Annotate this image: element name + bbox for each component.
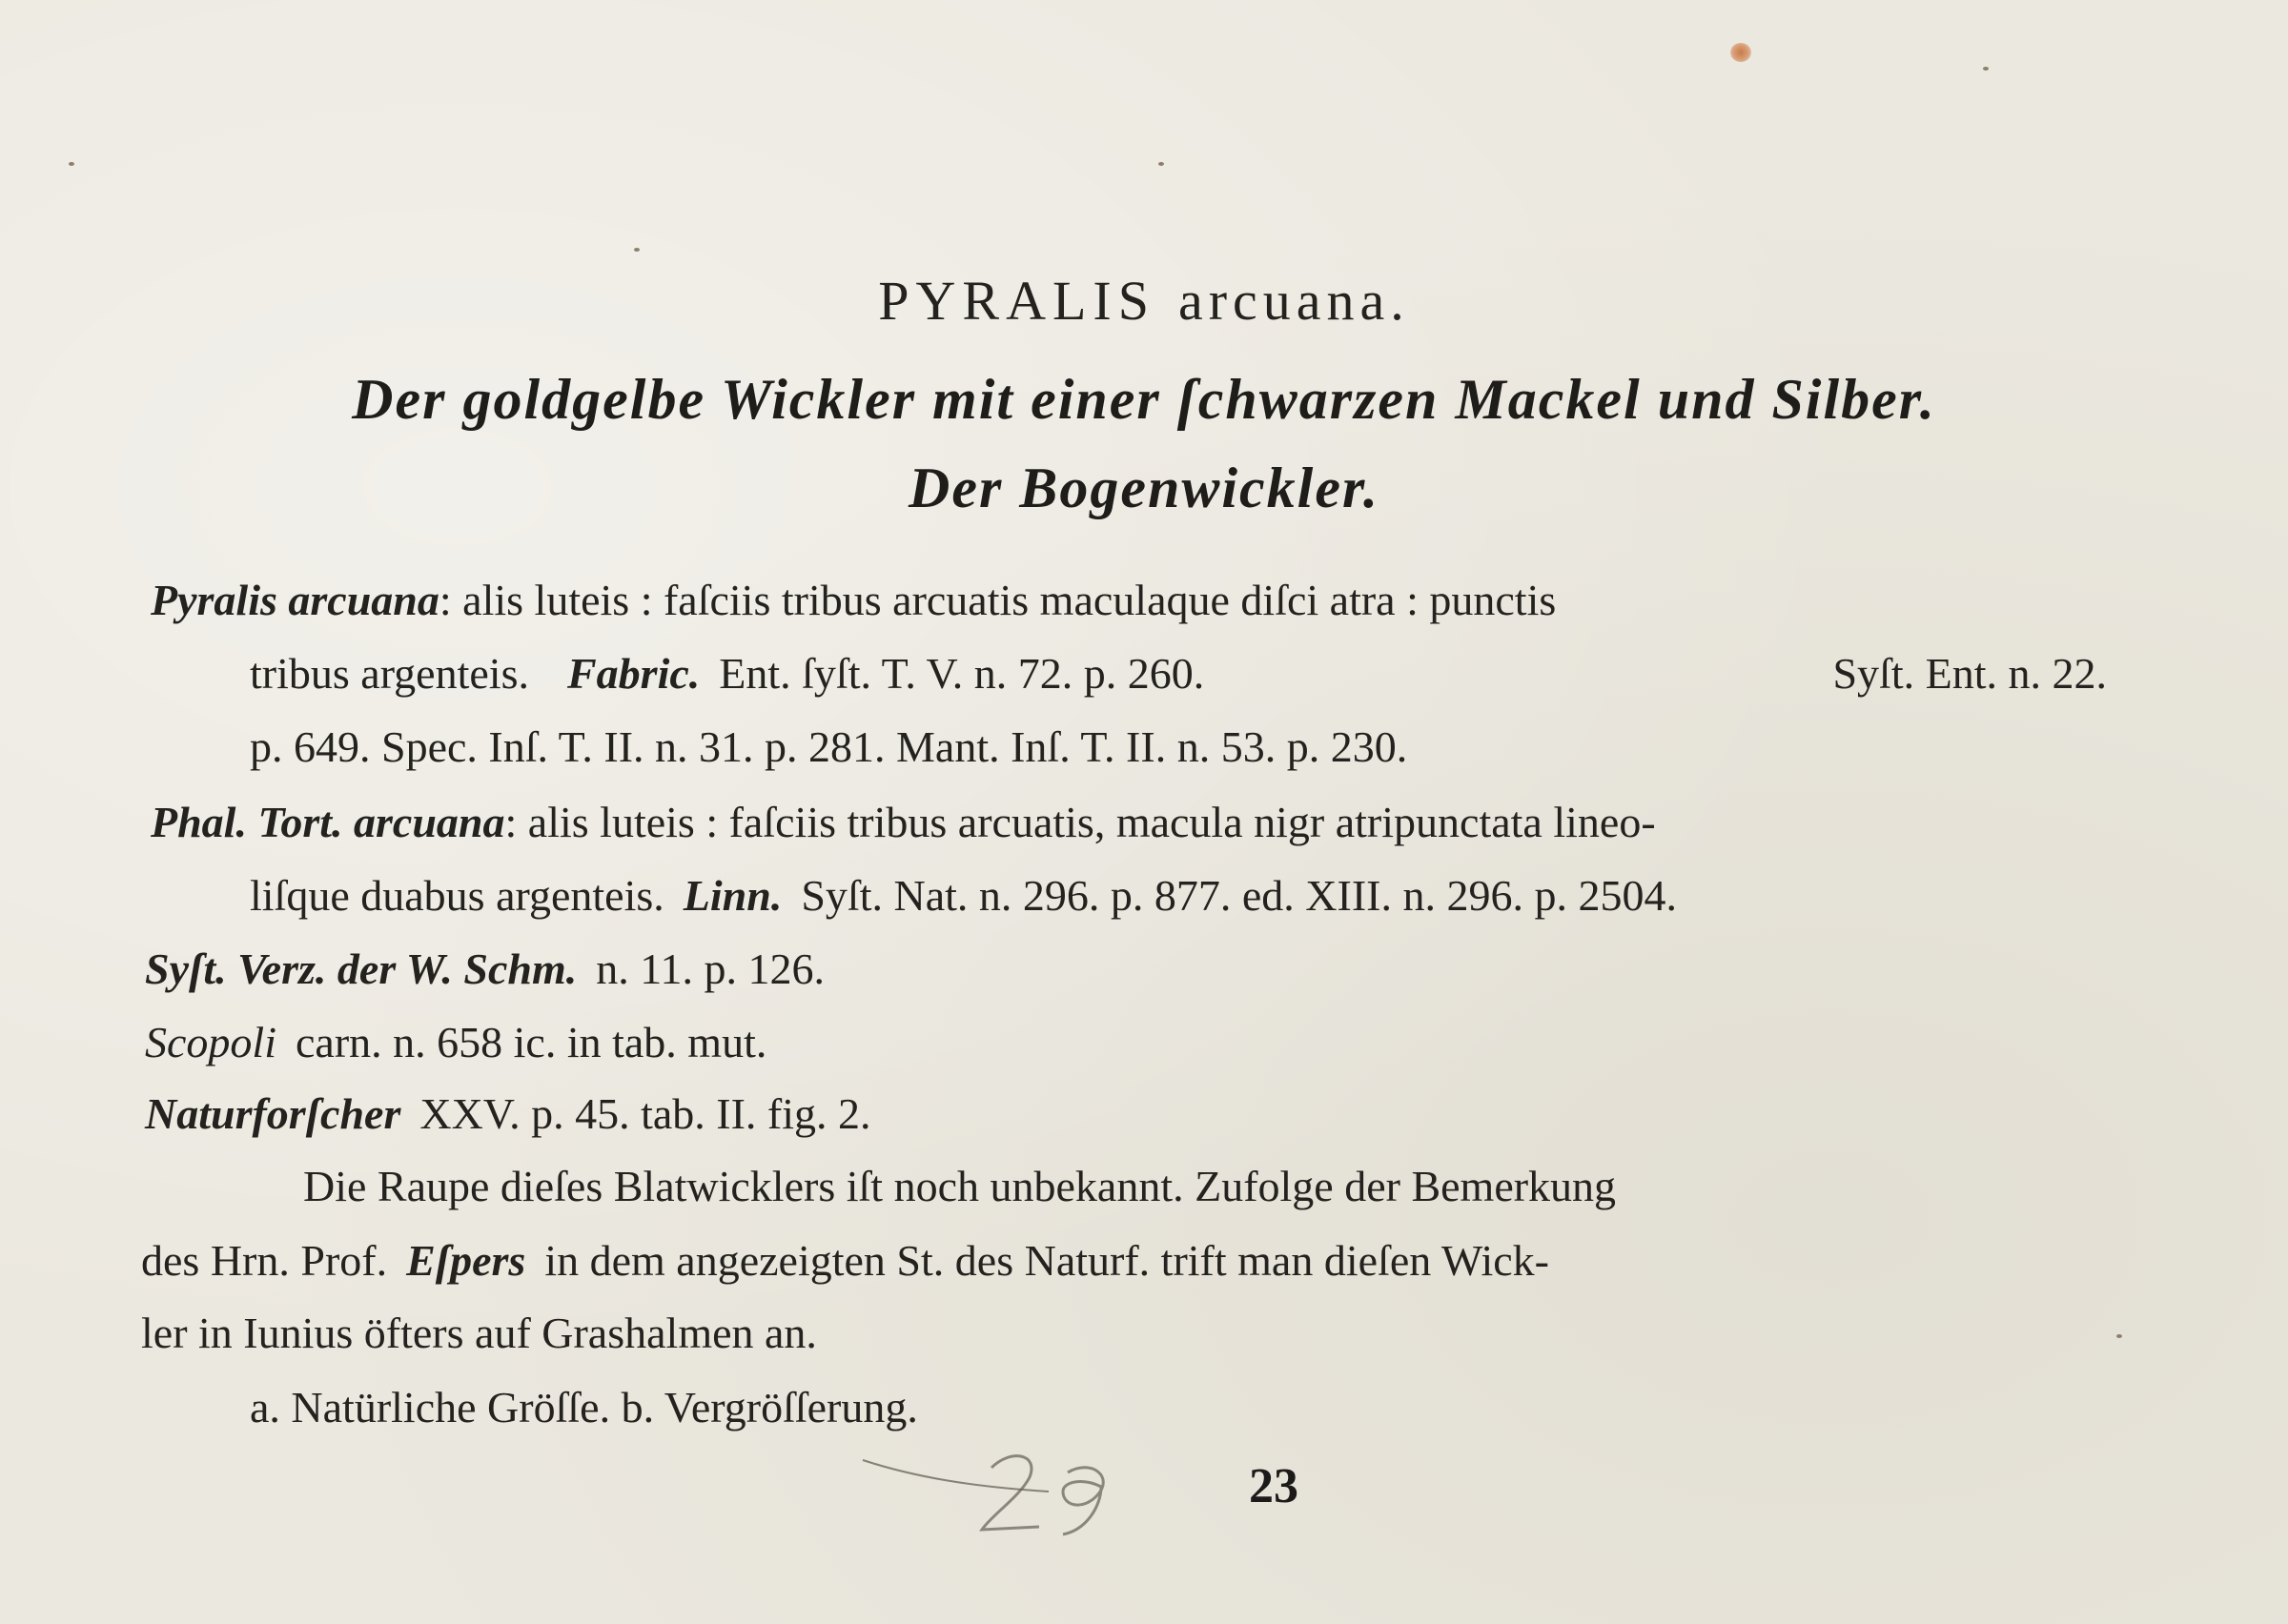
reference-line	[250, 648, 2107, 699]
reference-text: : alis luteis : faſciis tribus arcuatis, macula nigr atripunctata lineo-	[504, 798, 1656, 846]
body-text: ler in Iunius öfters auf Grashalmen an.	[141, 1309, 817, 1357]
paper-speck	[1158, 162, 1164, 166]
reference-line	[145, 944, 825, 994]
reference-source: Syſt. Verz. der W. Schm.	[145, 944, 578, 993]
reference-text: Syſt. Nat. n. 296. p. 877. ed. XIII. n. 296. p. 2504.	[801, 871, 1677, 920]
paper-speck	[2116, 1334, 2122, 1338]
reference-line	[250, 721, 1987, 772]
pencil-annotation-mark	[858, 1439, 1125, 1544]
reference-source: Phal. Tort. arcuana	[151, 798, 505, 846]
body-author: Eſpers	[406, 1236, 526, 1285]
title-genus: PYRALIS	[878, 270, 1155, 332]
reference-source: Linn.	[683, 871, 783, 920]
reference-text: carn. n. 658 ic. in tab. mut.	[295, 1018, 767, 1066]
body-line	[141, 1308, 817, 1358]
body-text: des Hrn. Prof.	[141, 1236, 388, 1285]
caption-text: a. Natürliche Gröſſe. b. Vergröſſerung.	[250, 1383, 918, 1431]
body-text: Die Raupe dieſes Blatwicklers iſt noch unbekannt. Zufolge der Bemerkung	[303, 1162, 1617, 1210]
body-line	[141, 1235, 2109, 1286]
reference-line	[151, 575, 2107, 625]
reference-text: liſque duabus argenteis.	[250, 871, 664, 920]
reference-source: Pyralis arcuana	[151, 576, 439, 624]
reference-source: Scopoli	[145, 1018, 276, 1066]
subtitle-common-name: Der Bogenwickler.	[909, 457, 1379, 519]
reference-line	[145, 1017, 766, 1067]
reference-text: XXV. p. 45. tab. II. fig. 2.	[419, 1089, 871, 1138]
body-text: in dem angezeigten St. des Naturf. trift man dieſen Wick-	[544, 1236, 1549, 1285]
page-number: 23	[1249, 1459, 1298, 1513]
reference-source: Fabric.	[566, 649, 701, 698]
reference-text: p. 649. Spec. Inſ. T. II. n. 31. p. 281. Mant. Inſ. T. II. n. 53. p. 230.	[250, 722, 1408, 771]
reference-text: tribus argenteis.	[250, 649, 529, 698]
reference-text: Syſt. Ent. n. 22.	[1832, 649, 2107, 698]
paper-speck	[634, 248, 640, 252]
reference-text: n. 11. p. 126.	[596, 944, 826, 993]
body-line	[303, 1161, 2109, 1211]
reference-line	[250, 870, 2107, 921]
reference-line	[145, 1088, 871, 1139]
subtitle-german-name: Der goldgelbe Wickler mit einer ſchwarzen Mackel und Silber.	[352, 368, 1936, 431]
reference-source: Naturforſcher	[145, 1089, 401, 1138]
figure-caption	[250, 1382, 918, 1432]
paper-speck	[1983, 67, 1989, 71]
paper-stain	[1730, 43, 1751, 62]
paper-speck	[69, 162, 74, 166]
title-species: arcuana.	[1177, 270, 1410, 332]
reference-line	[151, 797, 2107, 847]
reference-text: : alis luteis : faſciis tribus arcuatis maculaque diſci atra : punctis	[439, 576, 1557, 624]
page-title	[0, 269, 2288, 333]
reference-text: Ent. ſyſt. T. V. n. 72. p. 260.	[719, 649, 1205, 698]
